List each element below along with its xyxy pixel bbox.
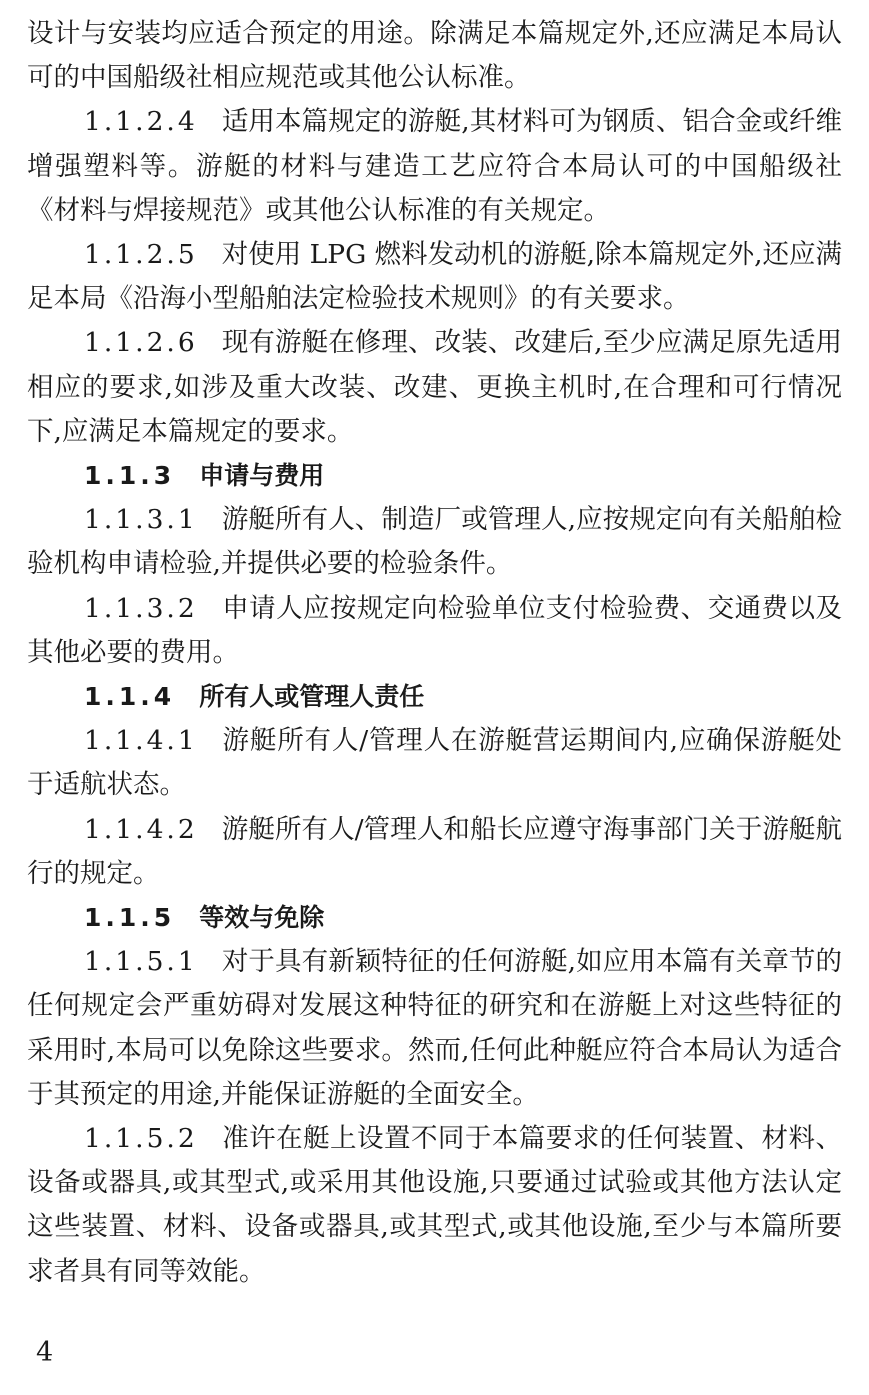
paragraph-text: 对于具有新颖特征的任何游艇,如应用本篇有关章节的任何规定会严重妨碍对发展这种特征的研究和在游艇上对这些特征的采用时,本局可以免除这些要求。然而,任何此种艇应符合本局认为适合于其预定的用途,并能保证游艇的全面安全。: [27, 946, 842, 1110]
section-title: 等效与免除: [199, 903, 325, 933]
clause-number: 1.1.3.2: [84, 592, 198, 624]
clause-number: 1.1.2.5: [84, 239, 198, 271]
clause-number: 1.1.3.1: [84, 504, 198, 536]
section-number: 1.1.5: [84, 903, 176, 933]
clause-number: 1.1.5.1: [84, 946, 198, 978]
paragraph-text: 适用本篇规定的游艇,其材料可为钢质、铝合金或纤维增强塑料等。游艇的材料与建造工艺应符合本局认可的中国船级社《材料与焊接规范》或其他公认标准的有关规定。: [27, 106, 842, 226]
paragraph-text: 游艇所有人、制造厂或管理人,应按规定向有关船舶检验机构申请检验,并提供必要的检验条件。: [27, 504, 842, 580]
paragraph-continuation: [27, 12, 842, 100]
paragraph-text: 对使用 LPG 燃料发动机的游艇,除本篇规定外,还应满足本局《沿海小型船舶法定检验技术规则》的有关要求。: [27, 239, 843, 315]
paragraph-1-1-5-1: [27, 940, 842, 1117]
section-heading-1-1-5: [27, 896, 842, 940]
paragraph-1-1-2-4: [27, 100, 842, 233]
section-title: 申请与费用: [199, 461, 325, 491]
paragraph-1-1-3-1: [27, 498, 842, 586]
section-title: 所有人或管理人责任: [199, 682, 425, 712]
paragraph-1-1-4-1: [27, 719, 842, 807]
clause-number: 1.1.4.1: [84, 725, 198, 757]
paragraph-text: 准许在艇上设置不同于本篇要求的任何装置、材料、设备或器具,或其型式,或采用其他设施,只要通过试验或其他方法认定这些装置、材料、设备或器具,或其型式,或其他设施,至少与本篇所要求者具有同等效能。: [27, 1123, 842, 1287]
paragraph-1-1-2-5: [27, 233, 842, 321]
paragraph-text: 申请人应按规定向检验单位支付检验费、交通费以及其他必要的费用。: [27, 592, 842, 668]
clause-number: 1.1.2.4: [84, 106, 198, 138]
paragraph-1-1-4-2: [27, 808, 842, 896]
paragraph-text: 游艇所有人/管理人和船长应遵守海事部门关于游艇航行的规定。: [27, 813, 842, 889]
paragraph-text: 设计与安装均应适合预定的用途。除满足本篇规定外,还应满足本局认可的中国船级社相应规范或其他公认标准。: [27, 18, 842, 94]
paragraph-text: 现有游艇在修理、改装、改建后,至少应满足原先适用相应的要求,如涉及重大改装、改建、更换主机时,在合理和可行情况下,应满足本篇规定的要求。: [27, 327, 842, 447]
page-number: 4: [36, 1337, 54, 1368]
section-heading-1-1-4: [27, 675, 842, 719]
section-heading-1-1-3: [27, 454, 842, 498]
paragraph-1-1-2-6: [27, 321, 842, 454]
paragraph-1-1-5-2: [27, 1117, 842, 1294]
section-number: 1.1.4: [84, 682, 176, 712]
section-number: 1.1.3: [84, 461, 176, 491]
clause-number: 1.1.4.2: [84, 813, 198, 845]
paragraph-1-1-3-2: [27, 587, 842, 675]
document-page: [27, 12, 842, 1294]
clause-number: 1.1.5.2: [84, 1123, 198, 1155]
paragraph-text: 游艇所有人/管理人在游艇营运期间内,应确保游艇处于适航状态。: [27, 725, 842, 801]
clause-number: 1.1.2.6: [84, 327, 198, 359]
